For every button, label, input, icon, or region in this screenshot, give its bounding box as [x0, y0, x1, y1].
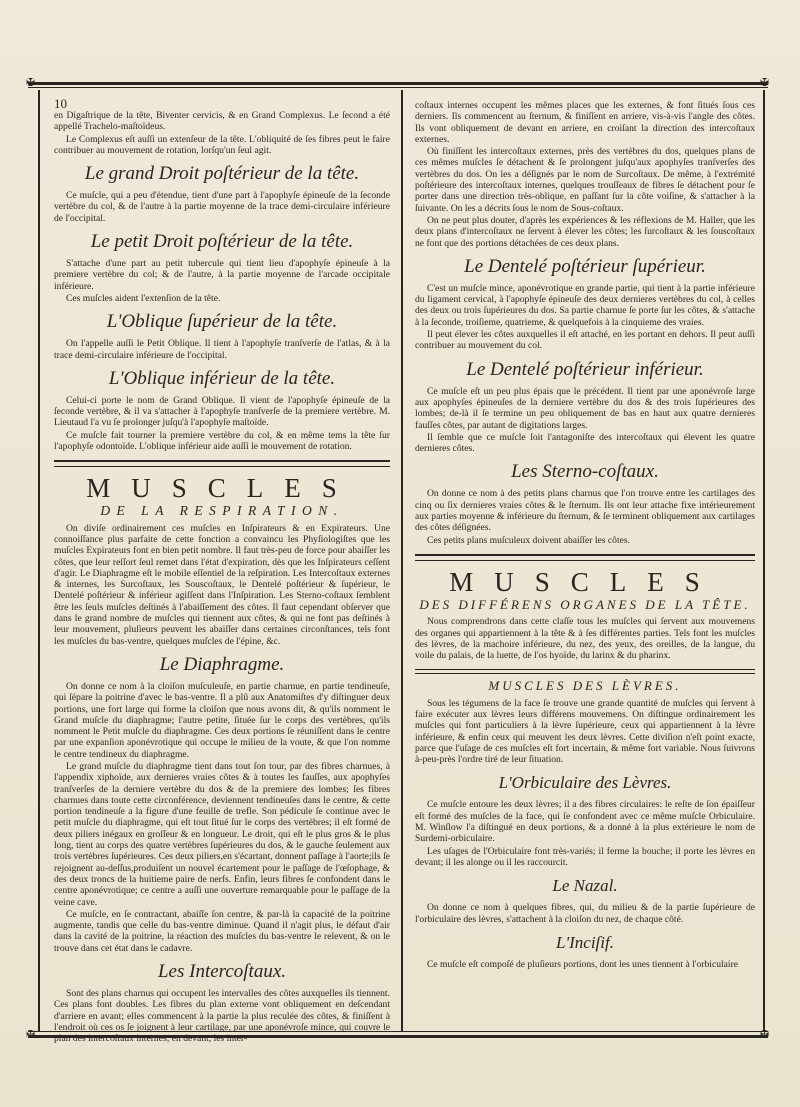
section-text-nazal: On donne ce nom à quelques fibres, qui, du milieu & de la partie ſupérieure de l'orbiculaire des lèvres, s'attachent à la cloiſon du nez, de chaque côté. [415, 902, 755, 925]
section-text-dentele-superieur-p2: Il peut élever les côtes auxquelles il eſt attaché, en les portant en dehors. Il peut auſſi contribuer au mouvement du col. [415, 329, 755, 352]
section-text-dentele-superieur-p1: C'est un muſcle mince, aponévrotique en grande partie, qui tient à la partie inférieure du ligament cervical, à l'apophyſe épineuſe des deux dernieres vertèbres du col, à celles des deux ou trois ſupérieures du dos. Sa partie charnue ſe porte ſur les côtes, & s'attache à la ſeconde, troiſieme, quatrieme, & quelquefois à la cinquieme des vraies. [415, 282, 755, 328]
left-intro-p1: en Digaſtrique de la tête, Biventer cervicis, & en Grand Complexus. Le ſecond a été appellé Trachelo-maſtoïdeus. [54, 110, 390, 133]
section-divider-organes [415, 554, 755, 561]
right-intro-p1: coſtaux internes occupent les mêmes places que les externes, & font ſitués ſous ces derniers. Ils commencent au ſternum, & finiſſent en arriere, vis-à-vis l'angle des côtes. Ils vont obliquement de devant en arriere, en croiſant la direction des intercoſtaux externes. [415, 100, 755, 145]
main-subtitle-respiration: DE LA RESPIRATION. [100, 503, 344, 519]
left-column [54, 110, 390, 1046]
center-column-rule [401, 90, 403, 1031]
section-text-diaphragme-p2: Le grand muſcle du diaphragme tient dans tout ſon tour, par des fibres charnues, à l'appendix xiphoïde, aux dernieres vraies côtes & à toutes les fauſſes, aux apophyſes tranſverſes de la derniere vertèbre du dos & de la premiere des lombes; ſes fibres charnues dans toute cette circonférence, deviennent tendineuſes dans le centre, & cette portion tendineuſe a la figure d'une feuille de trefle. Son pédicule ſe continue avec le petit muſcle du diaphragme, qui eſt tout ſitué ſur le corps des vertèbres; il eſt formé de deux piliers inégaux en groſſeur & en longueur. Le droit, qui eſt le plus gros & le plus long, tient au corps des quatre vertèbres ſupérieures du dos, & le gauche ſeulement aux trois vertèbres ſupérieures. Ces deux piliers,en s'écartant, donnent paſſage à l'aorte;ils ſe rejoignent au-deſſus,produiſent un nouvel écartement pour le paſſage de l'œſophage, & des deux troncs de la huitieme paire de nerfs. Enfin, leurs fibres ſe confondent dans le centre aponévrotique; ce centre a auſſi une ouverture remarquable pour le paſſage de la veine cave. [54, 760, 390, 908]
section-title-dentele-inferieur: Le Dentelé poſtérieur inférieur. [466, 358, 704, 380]
respiration-text: On diviſe ordinairement ces muſcles en Inſpirateurs & en Expirateurs. Une connoiſſance plus parfaite de cette fonction a convaincu les Phyſiologiſtes que les muſcles Expirateurs font en bien petit nombre. Il faut très-peu de force pour abaiſſer les côtes, que leur reſſort ſeul remet dans l'état d'expiration, dès que les Inſpirateurs ceſſent d'agir. Le Diaphragme eſt le mobile eſſentiel de la reſpiration. Les Intercoſtaux externes & internes, les Surcoſtaux, les Souscoſtaux, le Dentelé poſtérieur & ſupérieur, le Dentelé poſtérieur & inférieur agiſſent dans l'Inſpiration. Les Sterno-coſtaux ſemblent être les ſeuls muſcles deſtinés à l'abaiſſement des côtes. Il faut cependant obſerver que dans le grand nombre de muſcles qui tiennent aux côtes, & qui ne font pas deſtinés à leur mouvement, pluſieurs peuvent les abaiſſer dans certaines circonſtances, tels font les muſcles du bas-ventre, quelques muſcles de l'épine, &c. [54, 522, 390, 647]
sub-title-muscles-levres: MUSCLES DES LÈVRES. [488, 678, 682, 694]
levres-text: Sous les tégumens de la face ſe trouve une grande quantité de muſcles qui ſervent à faire exécuter aux lèvres leurs différens mouvemens. On diſtingue ordinairement les muſcles qui font particuliers à la lèvre ſupérieure, ceux qui appartiennent à la lèvre inférieure, & enfin ceux qui meuvent les deux lèvres. Cette diviſion n'eſt point exacte, parce que l'uſage de ces muſcles eſt fort incertain, & même fort variable. Nous ſuivrons à-peu-près l'ordre tiré de leur ſituation. [415, 697, 755, 766]
section-text-petit-droit-p2: Ces muſcles aident l'extenſion de la tête. [66, 292, 221, 304]
section-title-oblique-superieur: L'Oblique ſupérieur de la tête. [106, 311, 338, 333]
section-divider-respiration [54, 460, 390, 467]
top-border-rule-inner [28, 87, 768, 88]
section-text-oblique-inferieur-p1: Celui-ci porte le nom de Grand Oblique. Il vient de l'apophyſe épineuſe de la ſeconde vertèbre, & il va s'attacher à l'apophyſe tranſverſe de la premiere vertèbre. M. Lieutaud l'a vu ſe prolonger juſqu'à l'apophyſe maſtoïde. [54, 394, 390, 429]
section-text-diaphragme-p3: Ce muſcle, en ſe contractant, abaiſſe ſon centre, & par-là la capacité de la poitrine augmente, tandis que celle du bas-ventre diminue. Quand il n'agit plus, le défaut d'air dans la cavité de la poitrine, la réaction des muſcles du bas-ventre le relevent, & on le trouve dans cet état dans le cadavre. [54, 908, 390, 954]
main-title-muscles-organes: MUSCLES [449, 566, 721, 597]
section-title-orbiculaire: L'Orbiculaire des Lèvres. [498, 773, 672, 793]
section-text-sterno-costaux-p1: On donne ce nom à des petits plans charnus que l'on trouve entre les cartilages des cinq ou ſix dernieres vraies côtes & le ſternum. Ils ont leur attache fixe intérieurement aux parties moyenne & inférieure du ſternum, & ſe terminent obliquement aux cartilages des côtes déſignées. [415, 488, 755, 534]
page-number: 10 [54, 96, 67, 111]
corner-ornament-top-left: ✠ [26, 76, 36, 89]
main-subtitle-organes: DES DIFFÉRENS ORGANES DE LA TÊTE. [419, 596, 751, 612]
section-title-intercostaux: Les Intercoſtaux. [157, 961, 287, 983]
section-text-oblique-superieur: On l'appelle auſſi le Petit Oblique. Il tient à l'apophyſe tranſverſe de l'atlas, & à la trace demi-circulaire inférieure de l'occipital. [54, 338, 390, 361]
corner-ornament-bottom-left: ✠ [26, 1028, 36, 1041]
section-text-sterno-costaux-p2: Ces petits plans muſculeux doivent abaiſſer les côtes. [427, 534, 631, 546]
section-text-grand-droit: Ce muſcle, qui a peu d'étendue, tient d'une part à l'apophyſe épineuſe de la ſeconde vertèbre du col, & de l'autre à la partie moyenne de la trace demi-circulaire inférieure de l'occipital. [54, 190, 390, 224]
section-text-petit-droit-p1: S'attache d'une part au petit tubercule qui tient lieu d'apophyſe épineuſe à la premiere vertèbre du col; & de l'autre, à la partie moyenne de l'arcade occipitale inférieure. [54, 258, 390, 292]
section-text-dentele-inferieur-p2: Il ſemble que ce muſcle ſoit l'antagoniſte des intercoſtaux qui élevent les quatre dernieres côtes. [415, 431, 755, 455]
section-title-grand-droit: Le grand Droit poſtérieur de la tête. [84, 163, 360, 185]
section-text-orbiculaire-p1: Ce muſcle entoure les deux lèvres; il a des fibres circulaires: le reſte de ſon épaiſſeur eſt formé des muſcles de la face, qui ſe confondent avec ce même muſcle Orbiculaire. M. Winſlow l'a diſtingué en deux portions, & a donné à la plus extérieure le nom de Surdemi-orbiculaire. [415, 799, 755, 845]
corner-ornament-bottom-right: ✠ [760, 1028, 770, 1041]
section-text-incisif: Ce muſcle eſt compoſé de pluſieurs portions, dont les unes tiennent à l'orbiculaire [427, 958, 739, 970]
corner-ornament-top-right: ✠ [760, 76, 770, 89]
right-column [415, 100, 755, 971]
left-border-rule [38, 90, 40, 1031]
left-intro-p2: Le Complexus eſt auſſi un extenſeur de la tête. L'obliquité de ſes fibres peut le faire contribuer au mouvement de rotation, lorſqu'un ſeul agit. [54, 133, 390, 156]
main-title-muscles-respiration: MUSCLES [86, 473, 358, 504]
section-divider-levres [415, 669, 755, 674]
section-title-petit-droit: Le petit Droit poſtérieur de la tête. [90, 231, 354, 253]
section-title-sterno-costaux: Les Sterno-coſtaux. [511, 461, 659, 483]
section-title-dentele-superieur: Le Dentelé poſtérieur ſupérieur. [464, 255, 706, 277]
section-text-diaphragme-p1: On donne ce nom à la cloiſon muſculeuſe, en partie charnue, en partie tendineuſe, qui ſépare la poitrine d'avec le bas-ventre. Il a plû aux Anatomiſtes d'y diſtinguer deux portions, une fort large qui forme la cloiſon que nous avons dit, & qu'ils nomment le Grand muſcle du diaphragme; l'autre petite, ſituée ſur le corps des vertèbres, qu'ils nomment le Petit muſcle du diaphragme. Ces deux portions ſe réuniſſent dans le centre par une expanſion aponévrotique qui occupe le milieu de la voute, & que l'on nomme le centre tendineux du diaphragme. [54, 680, 390, 760]
section-text-orbiculaire-p2: Les uſages de l'Orbiculaire font très-variés; il ferme la bouche; il porte les lèvres en devant; il les alonge ou il les raccourcit. [415, 845, 755, 868]
section-title-nazal: Le Nazal. [552, 876, 618, 896]
right-intro-p2: Où finiſſent les intercoſtaux externes, près des vertèbres du dos, quelques plans de ces mêmes muſcles ſe détachent & ſe prolongent juſqu'aux apophyſes tranſverſes des vertèbres du dos. On les a déſignés par le nom de Surcoſtaux. De même, à l'extrémité poſtérieure des intercoſtaux internes, quelques trouſſeaux de fibres ſe détachent pour ſe porter dans une direction très-oblique, en paſſant ſur la côte voiſine, & s'attacher à la ſuivante. On les a décrits ſous le nom de Sous-coſtaux. [415, 146, 755, 214]
section-title-oblique-inferieur: L'Oblique inférieur de la tête. [108, 367, 336, 389]
section-text-intercostaux: Sont des plans charnus qui occupent les intervalles des côtes auxquelles ils tiennent. Ces plans font doubles. Les fibres du plan externe vont obliquement en deſcendant d'arriere en avant; elles commencent à la partie la plus reculée des côtes, & finiſſent à l'endroit où ces os ſe joignent à leur cartilage, par une aponévroſe mince, qui couvre le plan des intercoſtaux internes; en devant, les inter- [54, 988, 390, 1045]
section-title-incisif: L'Inciſif. [556, 932, 614, 952]
right-intro-p3: On ne peut plus douter, d'après les expériences & les réflexions de M. Haller, que les deux plans d'intercoſtaux ne ſervent à élever les côtes; les ſurcoſtaux & les ſouscoſtaux ne font que des portions détachées de ces deux plans. [415, 214, 755, 249]
right-border-rule [763, 90, 765, 1031]
section-title-diaphragme: Le Diaphragme. [159, 653, 285, 675]
section-text-oblique-inferieur-p2: Ce muſcle fait tourner la premiere vertèbre du col, & en même tems la tête ſur l'apophyſe odontoïde. L'oblique inférieur aide auſſi le mouvement de rotation. [54, 429, 390, 453]
top-border-rule [28, 82, 768, 85]
section-text-dentele-inferieur-p1: Ce muſcle eſt un peu plus épais que le précédent. Il tient par une aponévroſe large aux apophyſes épineuſes de la derniere vertèbre du dos & des trois ſupérieures des lombes; de-là il ſe termine un peu obliquement de bas en haut aux quatre dernieres fauſſes côtes, par autant de digitations larges. [415, 385, 755, 431]
organes-text: Nous comprendrons dans cette claſſe tous les muſcles qui ſervent aux mouvemens des organes qui appartiennent à la tête & à ſes différentes parties. Tels font les muſcles des lèvres, de la machoire inférieure, du nez, des yeux, des oreilles, de la langue, du voile du palais, de la luette, de l'os hyoïde, du larinx & du pharinx. [415, 616, 755, 662]
